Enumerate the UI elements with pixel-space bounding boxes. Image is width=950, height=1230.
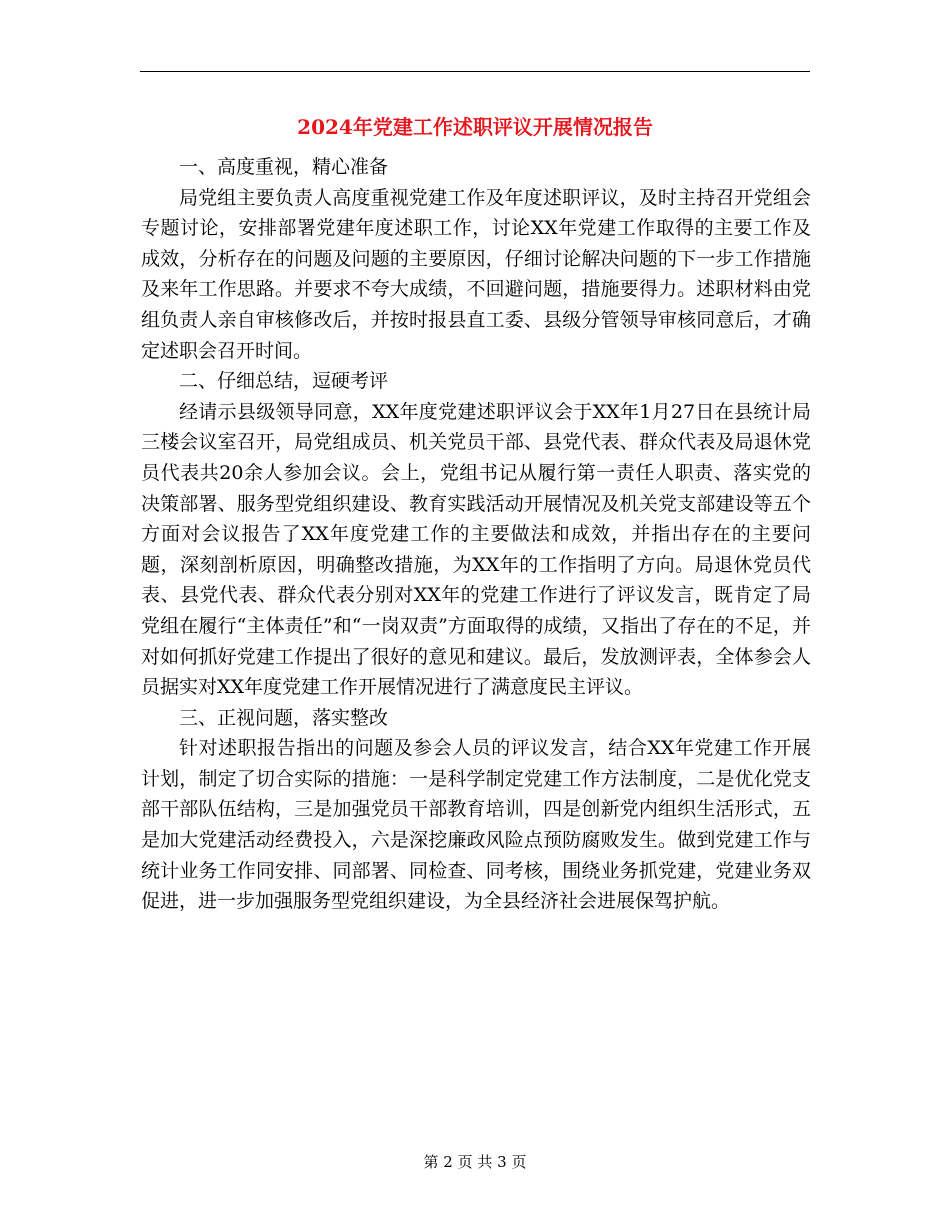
section-paragraph: 局党组主要负责人高度重视党建工作及年度述职评议，及时主持召开党组会专题讨论，安排部署党建年度述职工作，讨论XX年党建工作取得的主要工作及成效，分析存在的问题及问题的主要原因，仔细讨论解决问题的下一步工作措施及来年工作思路。并要求不夸大成绩，不回避问题，措施要得力。述职材料由党组负责人亲自审核修改后，并按时报县直工委、县级分管领导审核同意后，才确定述职会召开时间。	[141, 186, 811, 362]
section-paragraph: 针对述职报告指出的问题及参会人员的评议发言，结合XX年党建工作开展计划，制定了切合实际的措施：一是科学制定党建工作方法制度，二是优化党支部干部队伍结构，三是加强党员干部教育培训，四是创新党内组织生活形式，五是加大党建活动经费投入，六是深挖廉政风险点预防腐败发生。做到党建工作与统计业务工作同安排、同部署、同检查、同考核，围绕业务抓党建，党建业务双促进，进一步加强服务型党组织建设，为全县经济社会进展保驾护航。	[141, 737, 811, 913]
page-number: 第 2 页 共 3 页	[423, 1153, 527, 1171]
section-paragraph: 经请示县级领导同意，XX年度党建述职评议会于XX年1月27日在县统计局三楼会议室召开，局党组成员、机关党员干部、县党代表、群众代表及局退休党员代表共20余人参加会议。会上，党组书记从履行第一责任人职责、落实党的决策部署、服务型党组织建设、教育实践活动开展情况及机关党支部建设等五个方面对会议报告了XX年度党建工作的主要做法和成效，并指出存在的主要问题，深刻剖析原因，明确整改措施，为XX年的工作指明了方向。局退休党员代表、县党代表、群众代表分别对XX年的党建工作进行了评议发言，既肯定了局党组在履行“主体责任”和“一岗双责”方面取得的成绩，又指出了存在的不足，并对如何抓好党建工作提出了很好的意见和建议。最后，发放测评表，全体参会人员据实对XX年度党建工作开展情况进行了满意度民主评议。	[141, 400, 811, 699]
section-heading: 一、高度重视，精心准备	[179, 156, 389, 178]
document-body	[141, 152, 811, 917]
document-title: 2024年党建工作述职评议开展情况报告	[297, 115, 653, 139]
section-heading: 三、正视问题，落实整改	[179, 706, 389, 729]
header-rule	[140, 71, 810, 72]
section-heading: 二、仔细总结，逗硬考评	[179, 370, 389, 393]
